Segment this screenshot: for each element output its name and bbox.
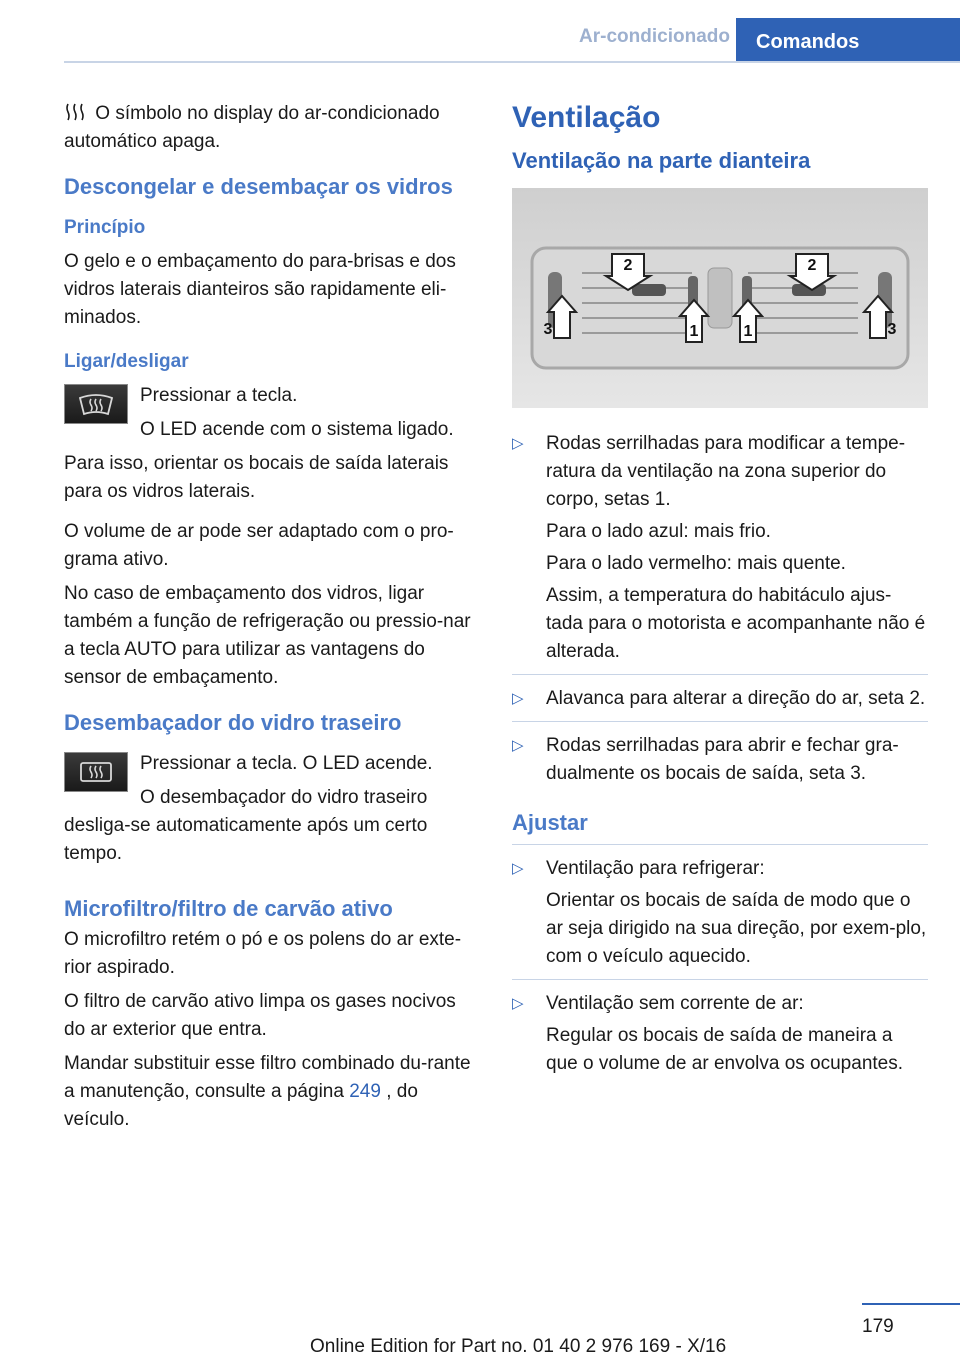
triangle-bullet-icon: ▷: [512, 737, 524, 754]
figure-label-3b: 3: [887, 321, 897, 338]
ajustar-heading: Ajustar: [512, 810, 588, 835]
windshield-defrost-button: [64, 384, 128, 424]
page-number: 179: [862, 1316, 894, 1337]
triangle-bullet-icon: ▷: [512, 995, 524, 1012]
ligar-p5: No caso de embaçamento dos vidros, ligar também a função de refrigeração ou pressio-nar a tecla AUTO para utilizar as vantagens do sensor de embaçamento.: [64, 583, 471, 688]
ligar-p3: Para isso, orientar os bocais de saída laterais para os vidros laterais.: [64, 453, 449, 502]
figure-label-2a: 2: [623, 257, 633, 274]
front-ventilation-heading: Ventilação na parte dianteira: [512, 148, 811, 173]
page-link-249[interactable]: 249: [349, 1081, 381, 1102]
ligar-p2: O LED acende com o sistema ligado.: [140, 419, 454, 440]
rear-p1: Pressionar a tecla. O LED acende.: [140, 753, 433, 774]
filter-p1: O microfiltro retém o pó e os polens do ar exte-rior aspirado.: [64, 929, 462, 978]
ligar-heading: Ligar/desligar: [64, 351, 189, 372]
rear-window-defrost-icon: [76, 758, 116, 786]
triangle-bullet-icon: ▷: [512, 435, 524, 452]
header-tab[interactable]: Comandos: [736, 18, 960, 62]
vent-figure: [512, 188, 928, 408]
intro-paragraph: [64, 100, 478, 156]
triangle-bullet-icon: ▷: [512, 860, 524, 877]
figure-label-3a: 3: [543, 321, 553, 338]
filter-p3-post: , do veículo.: [64, 1081, 418, 1130]
ventilation-list: [512, 430, 928, 788]
defrost-heading: Descongelar e desembaçar os vidros: [64, 174, 453, 199]
rear-p2: O desembaçador do vidro traseiro desliga-se automaticamente após um certo tempo.: [64, 787, 428, 864]
filter-p3-text: Mandar substituir esse filtro combinado du-rante a manutenção, consulte a página: [64, 1053, 471, 1102]
header-rule: [64, 61, 960, 63]
filter-heading: Microfiltro/filtro de carvão ativo: [64, 896, 393, 921]
ligar-p4: O volume de ar pode ser adaptado com o pro-grama ativo.: [64, 521, 454, 570]
rear-defrost-heading: Desembaçador do vidro traseiro: [64, 710, 402, 735]
figure-label-2b: 2: [807, 257, 817, 274]
figure-label-1b: 1: [743, 323, 753, 340]
edition-note: Online Edition for Part no. 01 40 2 976 169 - X/16: [310, 1336, 727, 1357]
air-flow-icon: [64, 102, 86, 122]
list-item: ▷ Alavanca para alterar a direção do ar, seta 2.: [512, 685, 928, 713]
list-item: ▷ Rodas serrilhadas para abrir e fechar gra-dualmente os bocais de saída, seta 3.: [512, 732, 928, 788]
figure-label-1a: 1: [689, 323, 699, 340]
ventilation-heading: Ventilação: [512, 101, 661, 134]
ligar-p1: Pressionar a tecla.: [140, 385, 298, 406]
ajustar-list: [512, 855, 928, 1078]
footer-rule: [862, 1303, 960, 1305]
left-column: [64, 100, 478, 1140]
principio-text: O gelo e o embaçamento do para-brisas e dos vidros laterais dianteiros são rapidamente eli-minados.: [64, 251, 456, 328]
intro-text: O símbolo no display do ar-condicionado automático apaga.: [64, 103, 440, 152]
list-item: ▷ Ventilação sem corrente de ar: Regular os bocais de saída de maneira a que o volume de ar envolva os ocupantes.: [512, 990, 928, 1078]
header-section-title: Ar-condicionado: [579, 26, 730, 47]
windshield-defrost-icon: [76, 390, 116, 418]
list-item: ▷ Rodas serrilhadas para modificar a tempe-ratura da ventilação na zona superior do corpo, setas 1. Para o lado azul: mais frio. Para o lado vermelho: mais quente. Assim, a temperatura do habitáculo ajus-tada para o motorista e acompanhante não é alterada.: [512, 430, 928, 666]
rear-defrost-button: [64, 752, 128, 792]
filter-p2: O filtro de carvão ativo limpa os gases nocivos do ar exterior que entra.: [64, 991, 456, 1040]
filter-p3: [64, 1050, 478, 1134]
triangle-bullet-icon: ▷: [512, 690, 524, 707]
list-item: ▷ Ventilação para refrigerar: Orientar os bocais de saída de modo que o ar seja dirigido na sua direção, por exem-plo, com o veículo aquecido.: [512, 855, 928, 971]
right-column: [512, 100, 928, 1088]
principio-heading: Princípio: [64, 217, 146, 238]
